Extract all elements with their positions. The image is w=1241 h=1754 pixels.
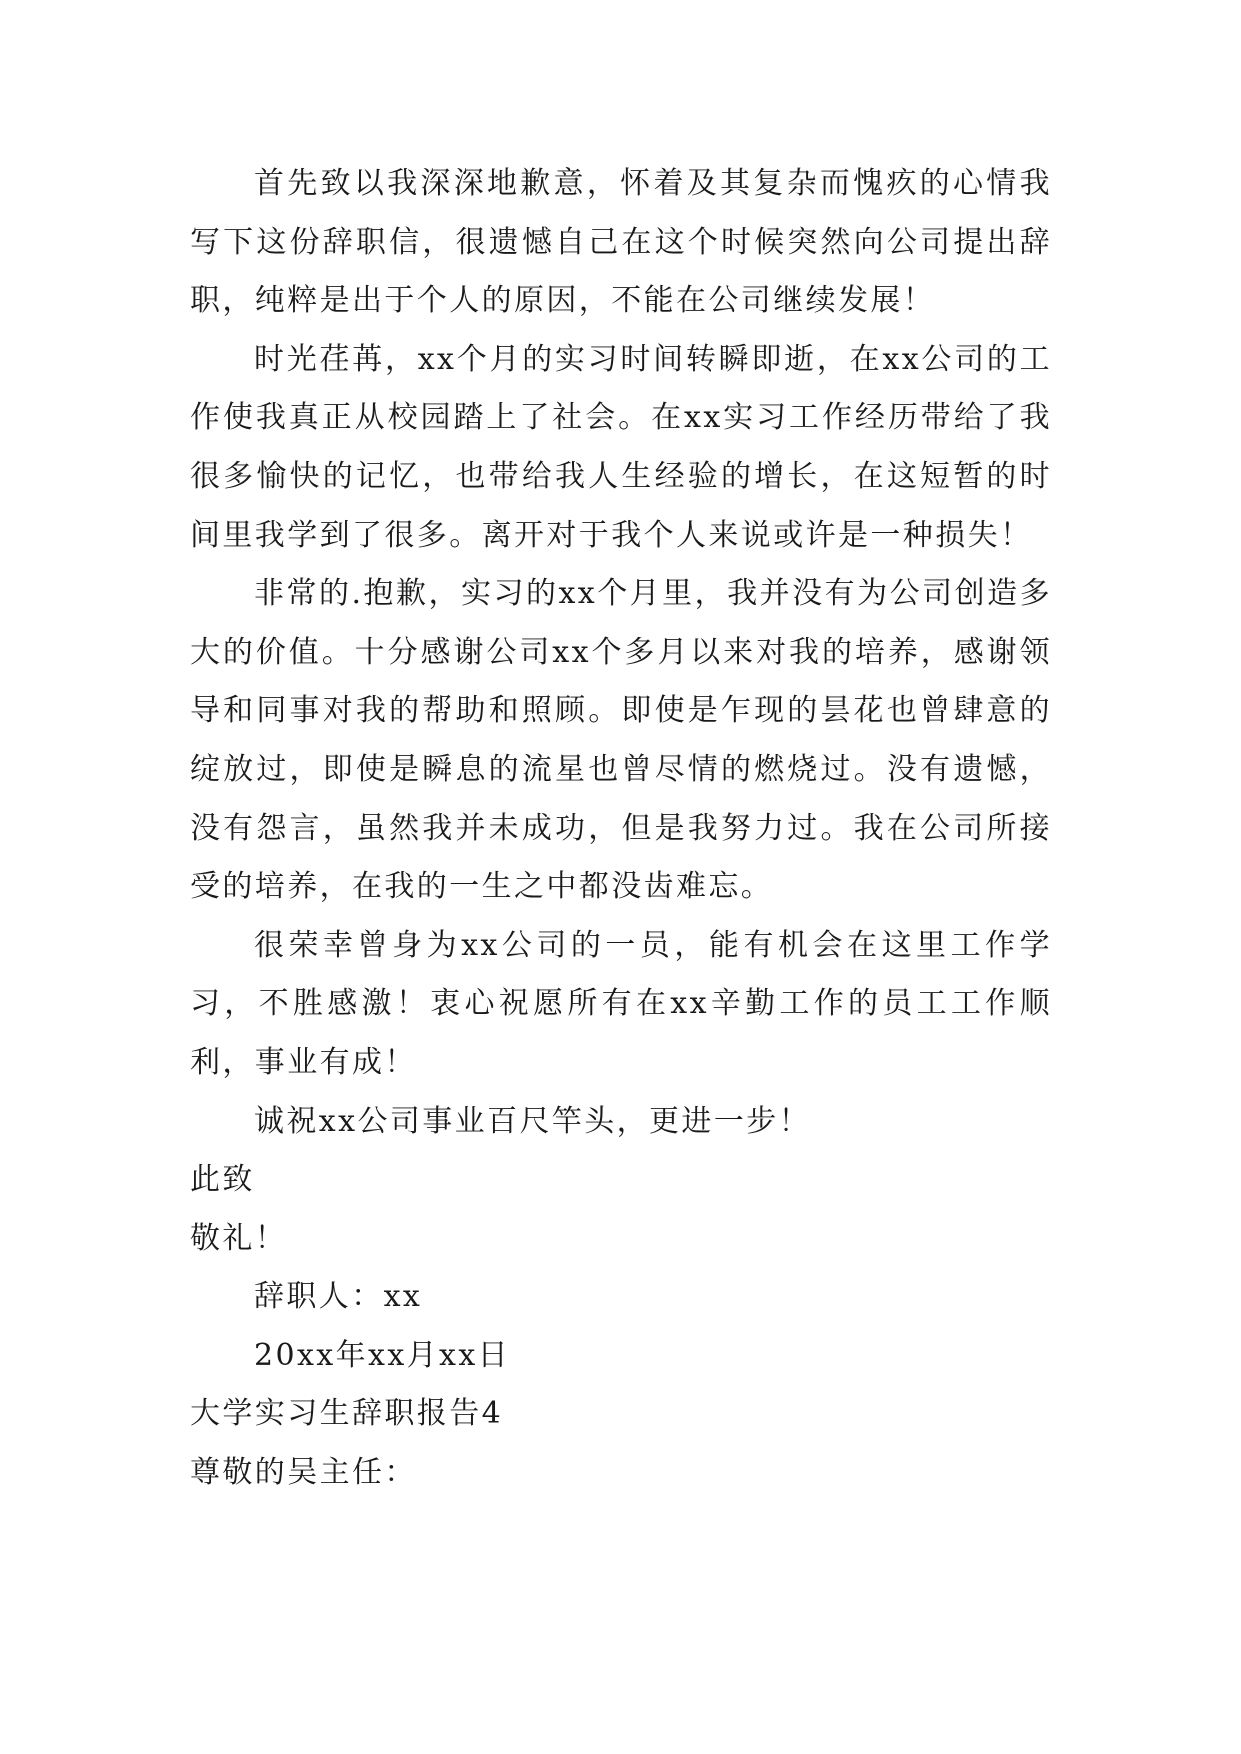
document-page <box>190 155 1052 1503</box>
body-paragraph-2: 时光荏苒，xx个月的实习时间转瞬即逝，在xx公司的工作使我真正从校园踏上了社会。在xx实习工作经历带给了我很多愉快的记忆，也带给我人生经验的增长，在这短暂的时间里我学到了很多。离开对于我个人来说或许是一种损失！ <box>190 341 1052 553</box>
signer-line: 辞职人：xx <box>254 1279 423 1315</box>
salutation: 尊敬的吴主任： <box>190 1455 417 1491</box>
body-paragraph-4: 很荣幸曾身为xx公司的一员，能有机会在这里工作学习，不胜感激！衷心祝愿所有在xx辛勤工作的员工工作顺利，事业有成！ <box>190 927 1052 1080</box>
section-title: 大学实习生辞职报告4 <box>190 1396 504 1432</box>
body-paragraph-3: 非常的.抱歉，实习的xx个月里，我并没有为公司创造多大的价值。十分感谢公司xx个多月以来对我的培养，感谢领导和同事对我的帮助和照顾。即使是乍现的昙花也曾肆意的绽放过，即使是瞬息的流星也曾尽情的燃烧过。没有遗憾，没有怨言，虽然我并未成功，但是我努力过。我在公司所接受的培养，在我的一生之中都没齿难忘。 <box>190 576 1052 905</box>
closing-line-1: 此致 <box>190 1162 255 1198</box>
date-line: 20xx年xx月xx日 <box>254 1337 511 1373</box>
closing-line-2: 敬礼！ <box>190 1220 288 1256</box>
body-paragraph-1: 首先致以我深深地歉意，怀着及其复杂而愧疚的心情我写下这份辞职信，很遗憾自己在这个时候突然向公司提出辞职，纯粹是出于个人的原因，不能在公司继续发展！ <box>190 166 1052 319</box>
body-paragraph-5: 诚祝xx公司事业百尺竿头，更进一步！ <box>254 1103 812 1139</box>
